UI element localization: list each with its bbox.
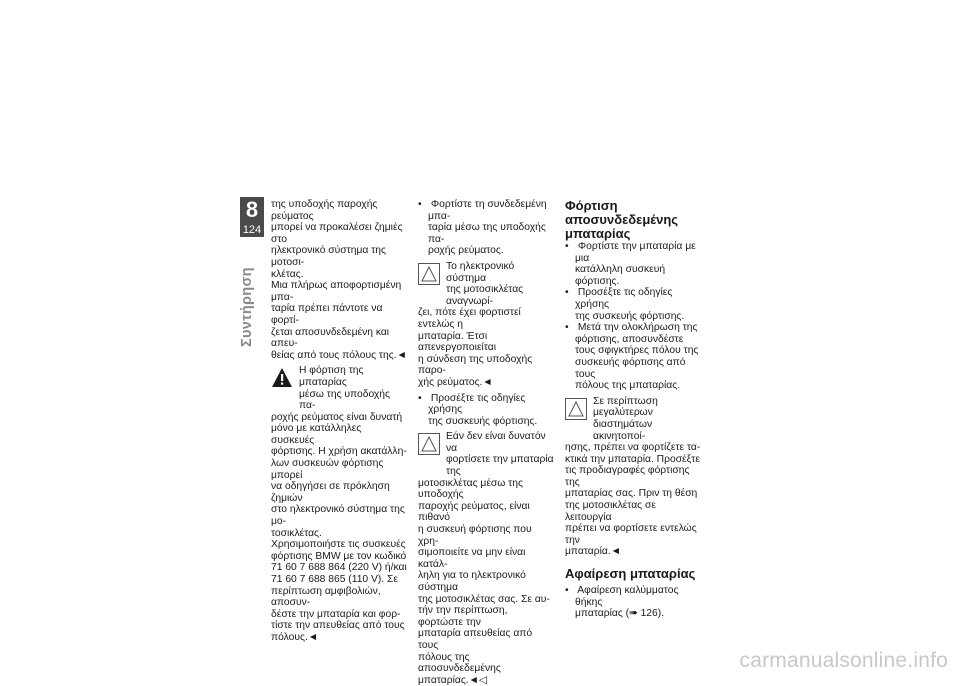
text-line: σιμοποιείτε να μην είναι κατάλ- — [418, 547, 526, 570]
paragraph-bmw-chargers — [271, 539, 407, 643]
text-line: Μια πλήρως αποφορτισμένη μπα- — [271, 280, 402, 303]
text-line: Μετά την ολοκλήρωση της — [577, 322, 698, 334]
text-line: μοτοσικλέτας μέσω της υποδοχής — [418, 477, 523, 501]
text-line: κατάλληλη συσκευή φόρτισης. — [575, 264, 666, 287]
text-line: μόνο με κατάλληλες συσκευές — [271, 423, 362, 446]
text-line: θείας από τους πόλους της. — [271, 349, 397, 361]
text-line: ταρία πρέπει πάντοτε να φορτί- — [271, 303, 383, 326]
text-line: της συσκευής φόρτισης. — [428, 415, 538, 427]
text-line: ταρία μέσω της υποδοχής πα- — [428, 222, 546, 245]
text-line: φόρτισης. Η χρήση ακατάλλη- — [271, 446, 407, 458]
end-mark: ◄ — [482, 376, 493, 388]
text-line: τήν την περίπτωση, φορτώστε την — [418, 605, 508, 628]
watermark: carmanualsonline.info — [739, 649, 948, 672]
text-line: ζει, πότε έχει φορτιστεί εντελώς η — [418, 307, 521, 330]
info-note-2 — [418, 431, 554, 686]
text-line: της μοτοσικλέτας σε λειτουργία — [565, 500, 656, 523]
heading-line: αποσυνδεδεμένης — [565, 212, 679, 227]
text-line: διαστημάτων ακινητοποί- — [593, 418, 653, 442]
text-line: της υποδοχής παροχής ρεύματος — [271, 199, 378, 222]
text-line: Φορτίστε τη συνδεδεμένη μπα- — [428, 199, 547, 222]
text-line: πόλους της μπαταρίας. — [575, 380, 681, 392]
text-line: μέσω της υποδοχής πα- — [299, 388, 390, 412]
paragraph-discharged — [271, 280, 407, 361]
text-line: συσκευής φόρτισης από τους — [575, 356, 686, 380]
text-line: τις προδιαγραφές φόρτισης της — [565, 465, 690, 488]
bullet-charge-suitable — [565, 241, 701, 287]
text-line: Χρησιμοποιήστε τις συσκευές — [271, 539, 406, 551]
text-line: κλέτας. — [271, 268, 304, 280]
text-line: μπαταρία απευθείας από τους — [418, 628, 533, 651]
text-line: Αφαίρεση καλύμματος θήκης — [575, 585, 679, 608]
note-rest — [418, 307, 554, 388]
text-line: Προσέξτε τις οδηγίες χρήσης — [428, 392, 526, 416]
text-line: Σε περίπτωση μεγαλύτερων — [593, 395, 658, 419]
text-line: φορτίσετε την μπαταρία της — [446, 454, 554, 478]
chapter-label: Συντήρηση — [239, 267, 255, 347]
text-line: τους σφιγκτήρες πόλου της — [575, 345, 699, 357]
warning-icon — [271, 367, 293, 388]
text-line: της μοτοσικλέτας σας. Σε αυ- — [418, 593, 550, 605]
page-number: 124 — [242, 224, 262, 236]
text-line: Η φόρτιση της μπαταρίας — [299, 365, 364, 388]
text-line: παροχής ρεύματος, είναι πιθανό — [418, 500, 530, 524]
info-note-1 — [418, 261, 554, 389]
text-line: κτικά την μπαταρία. Προσέξτε — [565, 453, 700, 465]
chapter-number: 8 — [245, 197, 259, 222]
bullet-remove-cover — [565, 585, 701, 620]
text-line: φόρτισης BMW με τον κωδικό — [271, 550, 407, 562]
note-rest — [418, 478, 554, 686]
text-column-2 — [418, 199, 554, 686]
warning-note — [271, 365, 407, 539]
text-line: μπαταρίας σας. Πριν τη θέση — [565, 488, 698, 500]
text-line: ησης, πρέπει να φορτίζετε τα- — [565, 442, 701, 454]
text-line: πόλους. — [271, 631, 308, 643]
text-line: φόρτισης, αποσυνδέστε — [575, 333, 684, 345]
text-line: η σύνδεση της υποδοχής παρο- — [418, 353, 533, 377]
text-line: τοσικλέτας. — [271, 527, 322, 539]
text-line: της μοτοσικλέτας αναγνωρί- — [446, 284, 524, 307]
text-line: της συσκευής φόρτισης. — [575, 310, 685, 322]
text-line: μπαταρίας. — [418, 674, 469, 686]
section-heading-charging — [565, 199, 701, 241]
text-line: Εάν δεν είναι δυνατόν να — [446, 431, 546, 454]
warning-rest — [271, 412, 407, 540]
note-icon — [418, 263, 440, 285]
text-line: μπαταρίας ( — [575, 608, 630, 620]
text-line: μπαταρία. Έτσι απενεργοποιείται — [418, 330, 496, 354]
text-line: ζεται αποσυνδεδεμένη και απευ- — [271, 326, 390, 350]
text-line: ληλη για το ηλεκτρονικό σύστημα — [418, 570, 526, 593]
end-mark: ◄ — [610, 546, 621, 558]
heading-line: μπαταρίας — [565, 226, 631, 241]
text-line: στο ηλεκτρονικό σύστημα της μο- — [271, 504, 405, 528]
note-icon — [418, 433, 440, 455]
text-line: δέστε την μπαταρία και φορ- — [271, 608, 401, 620]
text-line: ροχής ρεύματος είναι δυνατή — [271, 411, 403, 423]
note-rest — [565, 442, 701, 558]
bullet-disconnect-clamps — [565, 322, 701, 392]
text-line: τίστε την απευθείας από τους — [271, 620, 405, 632]
text-line: λων συσκευών φόρτισης μπορεί — [271, 458, 384, 481]
paragraph-damage — [271, 199, 407, 280]
text-line: πόλους της αποσυνδεδεμένης — [418, 651, 501, 675]
end-mark: ◄ — [396, 349, 407, 361]
text-line: ροχής ρεύματος. — [428, 245, 504, 257]
text-line: μπορεί να προκαλέσει ζημιές στο — [271, 222, 403, 245]
text-line: πρέπει να φορτίσετε εντελώς την — [565, 523, 697, 546]
text-column-3 — [565, 199, 701, 620]
text-line: 71 60 7 688 864 (220 V) ή/και — [271, 562, 407, 574]
page-ref-arrow-icon: ➠ — [629, 608, 638, 620]
end-mark: ◄ — [307, 631, 319, 643]
heading-line: Φόρτιση — [565, 198, 618, 213]
end-mark: ◄◁ — [468, 674, 487, 686]
text-line: Προσέξτε τις οδηγίες χρήσης — [575, 287, 673, 310]
text-line: μπαταρία. — [565, 546, 611, 558]
text-line: να οδηγήσει σε πρόκληση ζημιών — [271, 481, 390, 504]
text-line: 71 60 7 688 865 (110 V). Σε — [271, 574, 398, 585]
bullet-charger-instructions — [565, 287, 701, 322]
text-column-1 — [271, 199, 407, 644]
info-note-3 — [565, 396, 701, 558]
note-icon — [565, 398, 587, 420]
page-ref[interactable]: 126). — [637, 608, 665, 620]
text-line: χής ρεύματος. — [418, 376, 483, 388]
text-line: η συσκευή φόρτισης που χρη- — [418, 524, 532, 547]
text-line: ηλεκτρονικό σύστημα της μοτοσι- — [271, 245, 386, 268]
text-line: Το ηλεκτρονικό σύστημα — [446, 260, 515, 284]
text-line: περίπτωση αμφιβολιών, αποσυν- — [271, 585, 381, 609]
section-heading-removal: Αφαίρεση μπαταρίας — [565, 566, 696, 582]
bullet-charger-instructions — [418, 393, 554, 428]
bullet-charge-connected — [418, 199, 554, 257]
text-line: Φορτίστε την μπαταρία με μια — [575, 241, 696, 264]
